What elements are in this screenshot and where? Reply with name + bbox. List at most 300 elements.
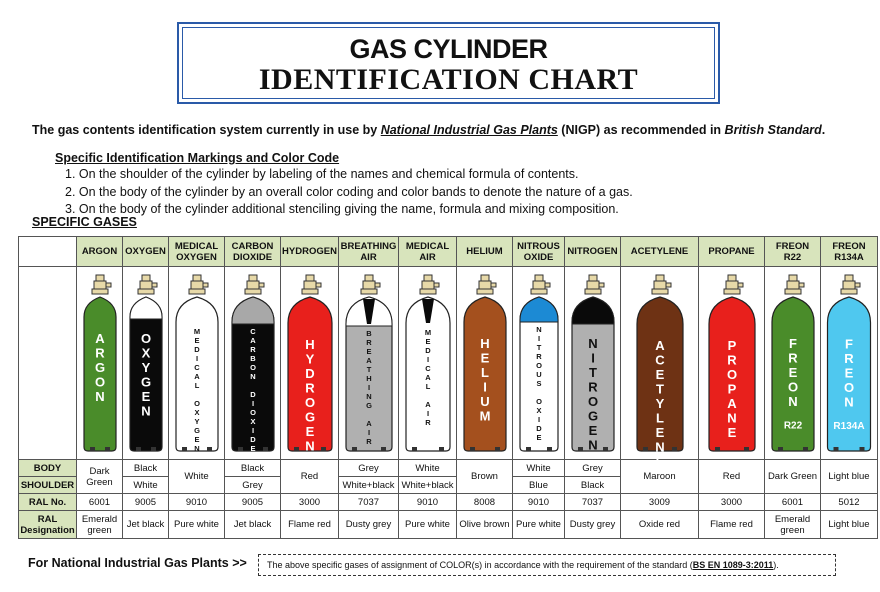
gas-name-header: BREATHING AIR (339, 237, 399, 267)
valve-cap (728, 275, 736, 281)
stencil-letter: N (787, 394, 798, 409)
footer-standard: BS EN 1089-3:2011 (692, 560, 774, 570)
valve-body (247, 281, 259, 289)
gas-cylinder-icon (230, 273, 276, 455)
body-color-cell: Dark Green (77, 460, 123, 494)
list-item: 3. On the body of the cylinder additional stenciling giving the name, formula and mixing composition. (65, 202, 619, 216)
body-color-cell: White (513, 460, 565, 477)
cylinder-cell (513, 267, 565, 460)
stencil-letter: H (304, 337, 315, 352)
stencil-letter: O (193, 399, 200, 408)
valve-collar (138, 289, 154, 294)
stencil-letter: I (537, 334, 540, 343)
stencil-letter: M (479, 408, 490, 424)
row-label-designation: RAL Designation (19, 511, 77, 539)
stencil-letter: E (844, 365, 854, 381)
stencil-letter: D (249, 435, 256, 444)
stencil-letter: G (304, 409, 315, 425)
stencil-letter: E (655, 425, 664, 440)
intro-org: National Industrial Gas Plants (380, 123, 558, 137)
valve-outlet (434, 283, 439, 287)
cylinder-foot (263, 447, 268, 451)
valve-collar (477, 289, 493, 294)
stencil-letter: E (141, 389, 150, 404)
stencil-letter: I (251, 426, 254, 435)
cylinder-cell (821, 267, 878, 460)
cylinder-cell (621, 267, 699, 469)
cylinder-foot (547, 447, 552, 451)
stencil-letter: P (727, 381, 736, 397)
footer-note-text: The above specific gases of assignment of COLOR(s) in accordance with the requirement of the standard ( (267, 560, 693, 570)
cylinder-wrap (699, 267, 764, 459)
body-color-cell: Grey (339, 460, 399, 477)
ral-cell: 3009 (621, 494, 699, 511)
gas-name-header: FREON R134A (821, 237, 878, 267)
shoulder-color-cell: Black (565, 477, 621, 494)
stencil-letter: A (424, 400, 431, 409)
cylinder-foot (439, 447, 444, 451)
stencil-letter: O (249, 408, 256, 417)
valve-cap (142, 275, 150, 281)
stencil-letter: R (94, 345, 105, 361)
ral-cell: 7037 (339, 494, 399, 511)
body-color-cell: Brown (457, 460, 513, 494)
stencil-letter: N (193, 444, 200, 453)
stencil-letter: C (193, 363, 200, 372)
stencil-letter: E (193, 336, 200, 345)
stencil-letter: G (140, 374, 151, 390)
cylinder-foot (778, 447, 783, 451)
ral-cell: 5012 (821, 494, 878, 511)
valve-collar (841, 289, 857, 294)
stencil-letter: G (587, 408, 598, 424)
valve-outlet (545, 283, 550, 287)
row-label-shoulder: SHOULDER (19, 477, 77, 494)
gas-cylinder-icon (462, 273, 508, 455)
gas-name-header: OXYGEN (123, 237, 169, 267)
stencil-letter: I (426, 409, 429, 418)
valve-outlet (666, 283, 671, 287)
cylinder-foot (105, 447, 110, 451)
stencil-letter: Y (141, 360, 150, 375)
footer-note (258, 554, 836, 576)
cylinder-foot (744, 447, 749, 451)
valve-cap (656, 275, 664, 281)
cylinder-shoulder (130, 297, 162, 319)
title-inner (182, 27, 715, 99)
stencil-letter: D (249, 390, 256, 399)
body-color-cell: Maroon (621, 460, 699, 494)
footer-note-end: ). (773, 560, 779, 570)
stencil-letter: N (94, 389, 105, 404)
row-label-ral: RAL No. (19, 494, 77, 511)
valve-cap (306, 275, 314, 281)
gas-cylinder-icon (570, 273, 616, 455)
intro-part-2: (NIGP) as recommended in (557, 123, 725, 137)
stencil-letter: T (366, 365, 371, 374)
valve-body (843, 281, 855, 289)
cylinder-foot (294, 447, 299, 451)
designation-cell: Jet black (225, 511, 281, 539)
shoulder-color-cell: White (123, 477, 169, 494)
cylinder-foot (470, 447, 475, 451)
valve-body (304, 281, 316, 289)
stencil-letter: R (787, 350, 798, 366)
ral-row (19, 494, 878, 511)
stencil-letter: E (788, 365, 797, 380)
cylinder-foot (207, 447, 212, 451)
stencil-letter: I (195, 354, 198, 363)
ral-cell: 9010 (513, 494, 565, 511)
stencil-letter: N (140, 403, 151, 419)
stencil-letter: X (141, 345, 150, 361)
shoulder-color-cell: Blue (513, 477, 565, 494)
cylinder-cell (281, 267, 339, 460)
gas-cylinder-icon (770, 273, 816, 455)
stencil-letter: T (655, 381, 664, 397)
stencil-letter: O (140, 331, 151, 346)
valve-outlet (106, 283, 111, 287)
gas-name-header: MEDICAL AIR (399, 237, 457, 267)
valve-cap (589, 275, 597, 281)
gas-name-header: ACETYLENE (621, 237, 699, 267)
stencil-letter: O (587, 394, 598, 409)
designation-cell: Pure white (399, 511, 457, 539)
valve-cap (193, 275, 201, 281)
valve-collar (531, 289, 547, 294)
valve-collar (724, 289, 740, 294)
stencil-letter: O (304, 395, 315, 410)
gas-name-header: HELIUM (457, 237, 513, 267)
specific-markings-heading: Specific Identification Markings and Color Code (55, 151, 340, 165)
list-item: 1. On the shoulder of the cylinder by labeling of the names and chemical formula of contents. (65, 167, 579, 181)
stencil-letter: A (726, 396, 737, 411)
cylinder-foot (321, 447, 326, 451)
cylinder-wrap (77, 267, 122, 459)
title-line-1: GAS CYLINDER (349, 34, 548, 64)
gas-name-header: ARGON (77, 237, 123, 267)
gas-name-header: PROPANE (699, 237, 765, 267)
cylinder-shoulder (520, 297, 558, 322)
gas-cylinder-icon (635, 273, 685, 469)
valve-cap (96, 275, 104, 281)
valve-outlet (152, 283, 157, 287)
stencil-letter: O (94, 374, 105, 390)
stencil-letter: E (365, 347, 372, 356)
valve-cap (424, 275, 432, 281)
cylinder-foot (151, 447, 156, 451)
stencil-letter: D (193, 345, 200, 354)
stencil-letter: R (726, 352, 737, 368)
body-row (19, 460, 878, 477)
stencil-letter: B (249, 354, 256, 363)
body-color-cell: Dark Green (765, 460, 821, 494)
ral-cell: 9010 (169, 494, 225, 511)
stencil-letter: E (480, 350, 489, 366)
stencil-letter: O (843, 380, 855, 395)
gas-cylinder-icon (518, 273, 560, 455)
valve-cap (365, 275, 373, 281)
gas-cylinder-icon (128, 273, 164, 455)
stencil-letter: Y (305, 351, 314, 367)
valve-collar (585, 289, 601, 294)
stencil-letter: N (535, 325, 542, 334)
designation-cell: Dusty grey (339, 511, 399, 539)
shoulder-color-cell: White+black (339, 477, 399, 494)
gas-name-header: HYDROGEN (281, 237, 339, 267)
cylinder-shoulder (232, 297, 274, 324)
cylinder-wrap (821, 267, 877, 459)
cylinder-cell (123, 267, 169, 460)
cylinder-wrap (565, 267, 620, 459)
gas-cylinder-icon (707, 273, 757, 455)
cylinder-cell (399, 267, 457, 460)
stencil-letter: C (249, 327, 256, 336)
stencil-letter: P (727, 338, 736, 353)
ral-cell: 8008 (457, 494, 513, 511)
valve-outlet (799, 283, 804, 287)
stencil-letter: H (365, 374, 372, 383)
gas-name-header: NITROUS OXIDE (513, 237, 565, 267)
stencil-letter: N (304, 438, 315, 454)
valve-outlet (316, 283, 321, 287)
valve-body (533, 281, 545, 289)
cylinder-foot (578, 447, 583, 451)
designation-row (19, 511, 878, 539)
shoulder-color-cell: White+black (399, 477, 457, 494)
stencil-letter: I (251, 399, 254, 408)
stencil-letter: N (249, 372, 256, 381)
stencil-letter: E (305, 424, 314, 439)
gas-cylinder-icon (286, 273, 334, 455)
stencil-letter: O (787, 379, 798, 395)
valve-cap (845, 275, 853, 281)
cylinder-wrap (513, 267, 564, 459)
cylinder-foot (381, 447, 386, 451)
stencil-letter: G (94, 360, 105, 375)
body-color-cell: Black (225, 460, 281, 477)
stencil-letter: R (365, 338, 372, 347)
valve-body (140, 281, 152, 289)
cylinder-cell (339, 267, 399, 460)
intro-text (32, 123, 825, 137)
gas-cylinder-icon (82, 273, 118, 455)
stencil-letter: E (655, 367, 664, 382)
cylinder-foot (136, 447, 141, 451)
title-line-2: IDENTIFICATION CHART (258, 63, 639, 96)
cylinder-foot (412, 447, 417, 451)
stencil-letter: L (655, 410, 664, 426)
stencil-letter: M (424, 328, 431, 337)
designation-cell: Jet black (123, 511, 169, 539)
valve-body (587, 281, 599, 289)
stencil-letter: N (726, 410, 737, 426)
footer-label: For National Industrial Gas Plants >> (28, 556, 247, 570)
stencil-letter: U (479, 394, 490, 409)
stencil-letter: N (587, 437, 598, 453)
stencil-letter: R (587, 379, 598, 395)
valve-collar (785, 289, 801, 294)
valve-cap (535, 275, 543, 281)
cylinder-foot (672, 447, 677, 451)
designation-cell: Pure white (169, 511, 225, 539)
stencil-letter: X (535, 406, 542, 415)
stencil-letter: E (249, 444, 256, 453)
cylinder-cell (77, 267, 123, 460)
valve-body (94, 281, 106, 289)
stencil-letter: E (588, 423, 597, 438)
stencil-letter: E (424, 337, 431, 346)
gas-cylinder-icon (344, 273, 394, 455)
valve-body (726, 281, 738, 289)
stencil-letter: N (365, 392, 372, 401)
stencil-letter: L (194, 381, 199, 390)
cylinder-foot (643, 447, 648, 451)
shoulder-color-cell: Grey (225, 477, 281, 494)
ral-cell: 3000 (699, 494, 765, 511)
stencil-letter: S (535, 379, 542, 388)
stencil-letter: L (425, 382, 430, 391)
valve-body (654, 281, 666, 289)
cylinder-foot (495, 447, 500, 451)
gas-name-header: CARBON DIOXIDE (225, 237, 281, 267)
cylinder-row (19, 267, 878, 460)
ral-cell: 9010 (399, 494, 457, 511)
valve-outlet (259, 283, 264, 287)
valve-cap (481, 275, 489, 281)
stencil-letter: T (536, 343, 541, 352)
stencil-letter: G (193, 426, 200, 435)
stencil-sub: R134A (833, 421, 865, 432)
designation-cell: Dusty grey (565, 511, 621, 539)
stencil-letter: C (654, 352, 665, 368)
stencil-letter: R (249, 345, 256, 354)
stencil-letter: U (535, 370, 542, 379)
stencil-letter: R (844, 351, 854, 366)
cylinder-wrap (399, 267, 456, 459)
stencil-letter: A (365, 419, 372, 428)
stencil-letter: R (424, 418, 431, 427)
stencil-letter: E (193, 435, 200, 444)
stencil-letter: Y (193, 417, 200, 426)
gas-name-header: MEDICAL OXYGEN (169, 237, 225, 267)
cylinder-foot (603, 447, 608, 451)
list-item: 2. On the body of the cylinder by an overall color coding and color bands to denote the nature of a gas. (65, 184, 633, 199)
stencil-letter: F (788, 336, 797, 351)
stencil-letter: I (367, 383, 370, 392)
stencil-letter: C (424, 364, 431, 373)
ral-cell: 9005 (123, 494, 169, 511)
stencil-letter: T (588, 365, 597, 380)
gas-name-header: FREON R22 (765, 237, 821, 267)
designation-cell: Light blue (821, 511, 878, 539)
stencil-letter: A (424, 373, 431, 382)
valve-outlet (491, 283, 496, 287)
stencil-letter: I (482, 379, 487, 395)
stencil-letter: D (424, 346, 431, 355)
valve-collar (189, 289, 205, 294)
stencil-letter: O (249, 363, 256, 372)
cylinder-wrap (123, 267, 168, 459)
cylinder-wrap (621, 267, 698, 469)
cylinder-wrap (169, 267, 224, 459)
valve-outlet (855, 283, 860, 287)
stencil-letter: D (535, 424, 542, 433)
cylinder-foot (238, 447, 243, 451)
stencil-letter: A (249, 336, 256, 345)
ral-cell: 9005 (225, 494, 281, 511)
cylinder-foot (860, 447, 865, 451)
stencil-letter: A (654, 338, 665, 353)
valve-collar (361, 289, 377, 294)
corner-cell (19, 237, 77, 267)
cylinder-wrap (281, 267, 338, 459)
valve-body (787, 281, 799, 289)
stencil-letter: I (367, 428, 370, 437)
header-row (19, 237, 878, 267)
gas-cylinder-icon (826, 273, 873, 455)
stencil-letter: A (193, 372, 200, 381)
valve-outlet (375, 283, 380, 287)
cylinder-foot (352, 447, 357, 451)
intro-std: British Standard (724, 123, 822, 137)
ral-cell: 3000 (281, 494, 339, 511)
body-color-cell: White (169, 460, 225, 494)
stencil-letter: O (726, 367, 737, 382)
designation-cell: Oxide red (621, 511, 699, 539)
stencil-letter: E (535, 433, 542, 442)
valve-cap (249, 275, 257, 281)
stencil-letter: L (480, 365, 489, 380)
designation-cell: Flame red (281, 511, 339, 539)
stencil-letter: H (479, 336, 490, 351)
body-color-cell: Black (123, 460, 169, 477)
gas-cylinder-icon (404, 273, 452, 455)
stencil-letter: I (590, 350, 595, 366)
stencil-letter: R (365, 437, 372, 446)
cylinder-wrap (339, 267, 398, 459)
stencil-letter: M (193, 327, 200, 336)
gas-name-header: NITROGEN (565, 237, 621, 267)
specific-gases-heading: SPECIFIC GASES (32, 215, 137, 229)
stencil-letter: O (535, 397, 542, 406)
cylinder-cell (699, 267, 765, 460)
stencil-letter: X (193, 408, 200, 417)
stencil-letter: A (94, 331, 105, 346)
specific-markings-list (65, 166, 633, 219)
intro-part-1: The gas contents identification system currently in use by (32, 123, 381, 137)
body-color-cell: Grey (565, 460, 621, 477)
designation-cell: Emerald green (77, 511, 123, 539)
cylinder-cell (225, 267, 281, 460)
stencil-letter: E (727, 425, 736, 440)
cylinder-wrap (225, 267, 280, 459)
cylinder-foot (526, 447, 531, 451)
valve-outlet (738, 283, 743, 287)
gas-cylinder-icon (174, 273, 220, 455)
valve-body (422, 281, 434, 289)
stencil-letter: I (537, 415, 540, 424)
stencil-letter: A (365, 356, 372, 365)
stencil-letter: Y (655, 396, 664, 411)
cylinder-wrap (457, 267, 512, 459)
stencil-letter: G (365, 401, 372, 410)
body-color-cell: Red (699, 460, 765, 494)
stencil-letter: R (535, 352, 542, 361)
ral-cell: 6001 (765, 494, 821, 511)
designation-cell: Olive brown (457, 511, 513, 539)
corner-cell (19, 267, 77, 460)
